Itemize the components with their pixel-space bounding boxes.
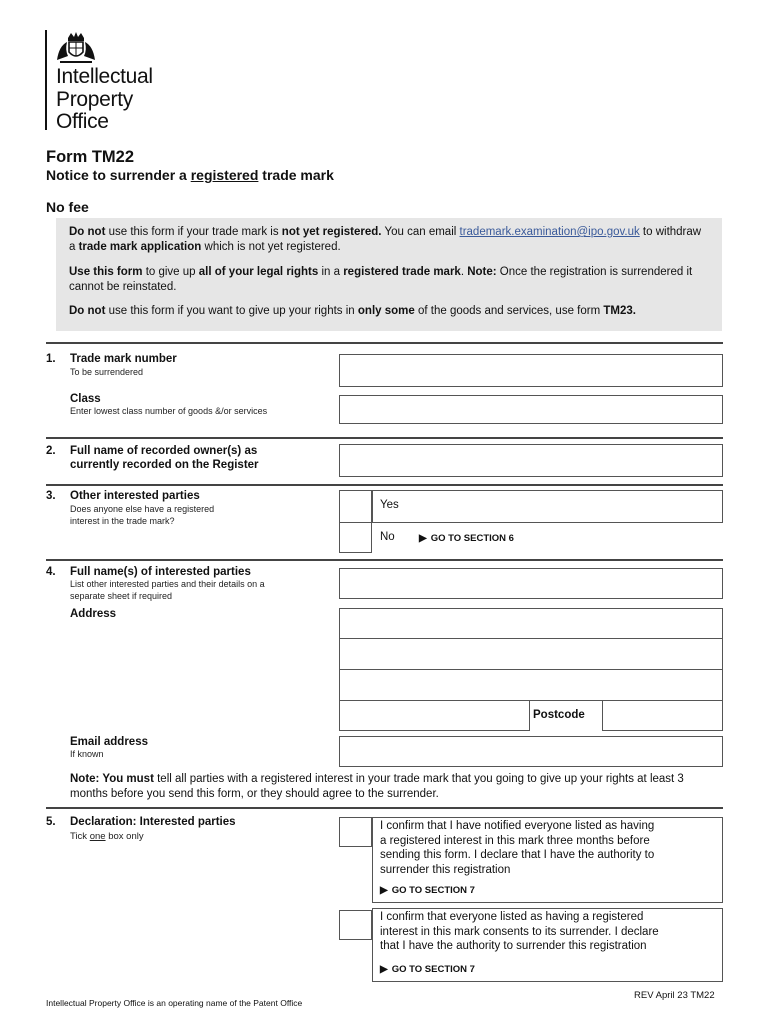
owner-name-label: Full name of recorded owner(s) as currently recorded on the Register xyxy=(70,445,259,471)
email-label: Email address xyxy=(70,736,148,748)
logo-bar xyxy=(45,30,47,130)
email-link[interactable]: trademark.examination@ipo.gov.uk xyxy=(459,226,640,238)
owner-name-input[interactable] xyxy=(339,444,723,477)
fee-label: No fee xyxy=(46,199,89,215)
postcode-label: Postcode xyxy=(533,709,585,721)
revision-label: REV April 23 TM22 xyxy=(634,990,715,1001)
section-1-number: 1. xyxy=(46,353,56,365)
notice-paragraph-1: Do not use this form if your trade mark is not yet registered. You can email trademark.examination@ipo.gov.uk to withdraw a trade mark application which is not yet registered. xyxy=(69,226,702,253)
notice-paragraph-2: Use this form to give up all of your legal rights in a registered trade mark. Note: Once the registration is surrendered it cannot be reinstated. xyxy=(69,266,693,293)
yes-label: Yes xyxy=(380,499,399,511)
address-line-4[interactable] xyxy=(339,700,530,731)
form-title: Form TM22 xyxy=(46,148,135,166)
arrow-right-icon: ▶ xyxy=(380,885,388,896)
yes-option xyxy=(372,490,723,523)
goto-section-6: ▶ GO TO SECTION 6 xyxy=(419,533,514,544)
address-label: Address xyxy=(70,608,117,620)
declaration-option-2-text: I confirm that everyone listed as having a registered interest in this mark consents to its surrender. I declare that I have the authority to surrender this registration xyxy=(380,911,659,952)
notice-box xyxy=(56,218,722,331)
yes-checkbox[interactable] xyxy=(339,490,372,523)
footer-text: Intellectual Property Office is an operating name of the Patent Office xyxy=(46,998,303,1008)
class-label: Class xyxy=(70,393,101,405)
declaration-option-1-text: I confirm that I have notified everyone listed as having a registered interest in this mark three months before sending this form. I declare that I have the authority to surrender this registration xyxy=(380,820,655,876)
interested-parties-hint: List other interested parties and their details on a separate sheet if required xyxy=(70,579,265,601)
section-divider xyxy=(46,342,723,344)
address-line-2[interactable] xyxy=(339,638,723,670)
other-parties-hint: Does anyone else have a registered interest in the trade mark? xyxy=(70,504,215,526)
other-parties-label: Other interested parties xyxy=(70,490,200,502)
notice-paragraph-3: Do not use this form if you want to give up your rights in only some of the goods and services, use form TM23. xyxy=(69,305,636,317)
class-hint: Enter lowest class number of goods &/or services xyxy=(70,406,268,416)
address-line-1[interactable] xyxy=(339,608,723,639)
address-line-3[interactable] xyxy=(339,669,723,701)
declaration-hint: Tick one box only xyxy=(70,831,144,842)
declaration-option-2-checkbox[interactable] xyxy=(339,910,372,940)
interested-parties-input[interactable] xyxy=(339,568,723,599)
section-divider xyxy=(46,559,723,561)
postcode-input[interactable] xyxy=(602,700,723,731)
surrender-note: Note: You must tell all parties with a registered interest in your trade mark that you going to give up your rights at least 3 months before you send this form, or they should agree to the surrender. xyxy=(70,773,684,800)
section-divider xyxy=(46,484,723,486)
declaration-option-1-checkbox[interactable] xyxy=(339,817,372,847)
trade-mark-number-hint: To be surrendered xyxy=(70,367,144,377)
section-3-number: 3. xyxy=(46,490,56,502)
email-input[interactable] xyxy=(339,736,723,767)
org-name: Intellectual Property Office xyxy=(56,65,153,133)
form-subtitle: Notice to surrender a registered trade mark xyxy=(46,167,334,183)
arrow-right-icon: ▶ xyxy=(380,964,388,975)
class-input[interactable] xyxy=(339,395,723,424)
goto-section-7: ▶ GO TO SECTION 7 xyxy=(380,964,475,975)
section-divider xyxy=(46,807,723,809)
no-label: No xyxy=(380,531,395,543)
royal-crest-icon xyxy=(54,30,98,64)
declaration-label: Declaration: Interested parties xyxy=(70,816,236,828)
arrow-right-icon: ▶ xyxy=(419,533,427,544)
trade-mark-number-label: Trade mark number xyxy=(70,353,177,365)
section-2-number: 2. xyxy=(46,445,56,457)
email-hint: If known xyxy=(70,749,104,759)
trade-mark-number-input[interactable] xyxy=(339,354,723,387)
interested-parties-label: Full name(s) of interested parties xyxy=(70,566,251,578)
no-checkbox[interactable] xyxy=(339,522,372,553)
section-4-number: 4. xyxy=(46,566,56,578)
section-divider xyxy=(46,437,723,439)
goto-section-7: ▶ GO TO SECTION 7 xyxy=(380,885,475,896)
section-5-number: 5. xyxy=(46,816,56,828)
